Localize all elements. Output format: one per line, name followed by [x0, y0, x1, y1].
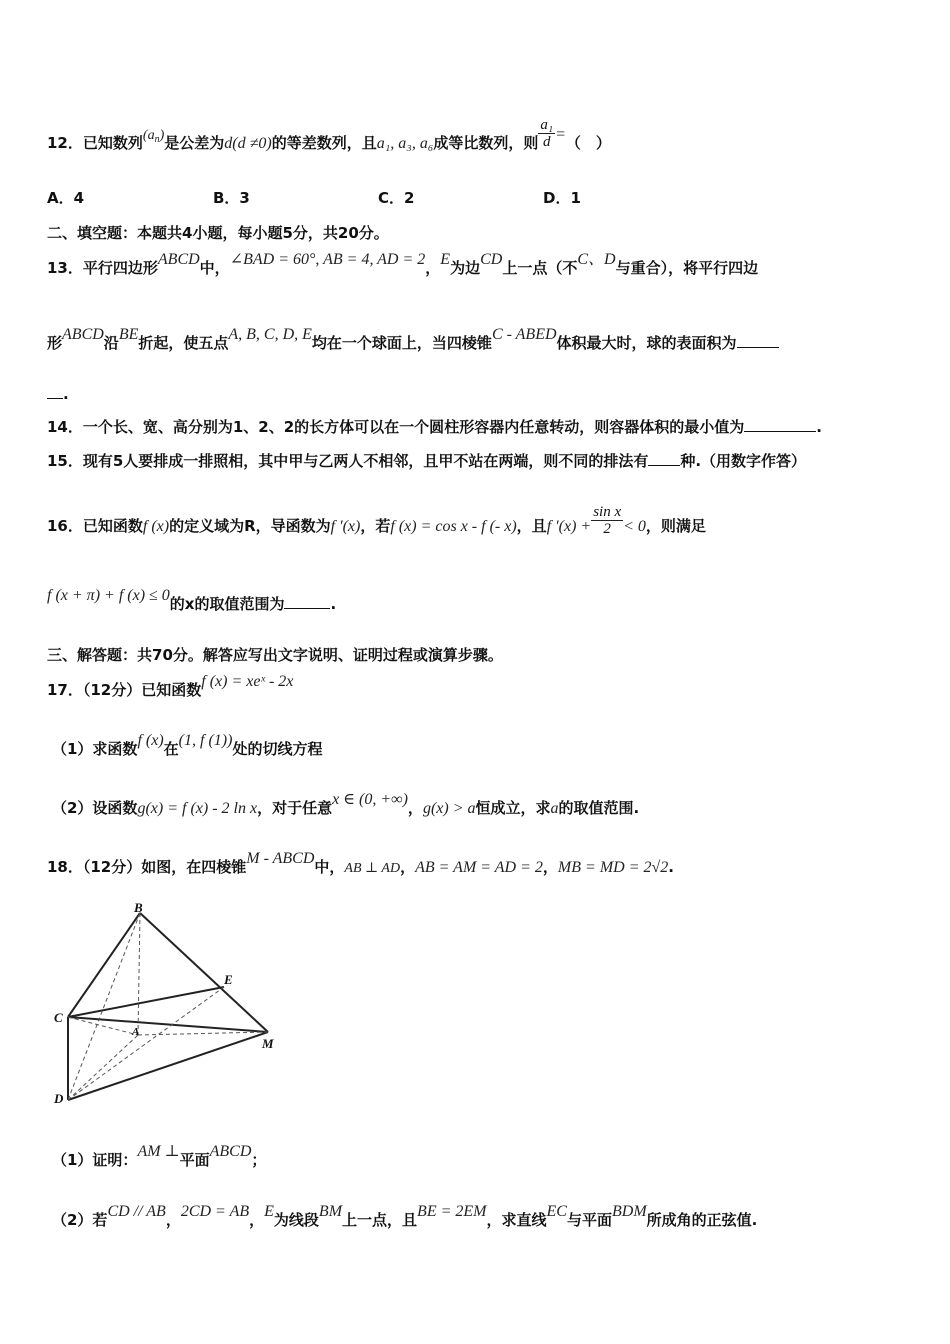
q16-line-1 — [47, 504, 706, 543]
q12-eq: = — [555, 126, 566, 143]
q18-math: BE = 2EM — [417, 1203, 487, 1220]
q18-math: M - ABCD — [246, 850, 315, 867]
q17-line — [47, 673, 294, 701]
q12-option-a: A．4 — [47, 189, 85, 207]
q16-number: 16． — [47, 517, 83, 535]
figure-solid-edges — [68, 913, 268, 1100]
q12-option-c: C．2 — [378, 189, 415, 207]
q16-math: f (x + π) + f (x) ≤ 0 — [47, 587, 170, 604]
section-2-heading: 二、填空题：本题共4小题，每小题5分，共20分。 — [47, 224, 389, 242]
q18-text: ， — [249, 1211, 265, 1229]
figure-label-c: C — [54, 1010, 63, 1025]
q13-text: 形 — [47, 334, 63, 352]
q17-math: x ∈ (0, +∞) — [332, 791, 408, 808]
q16-text: 已知函数 — [82, 517, 143, 535]
q17-part-2 — [52, 791, 640, 819]
q17-math: g(x) > a — [422, 800, 476, 817]
q12-line — [47, 117, 611, 160]
q17-text: ，对于任意 — [257, 799, 333, 817]
q16-answer-blank[interactable] — [284, 594, 330, 609]
q17-math: f (x) = xeˣ - 2x — [201, 673, 294, 690]
pyramid-figure — [48, 900, 288, 1115]
q14-line: 14．一个长、宽、高分别为1、2、2的长方体可以在一个圆柱形容器内任意转动，则容器体积的最小值为 . — [47, 418, 822, 436]
q18-math: MB = MD = 2√2 — [557, 859, 669, 876]
q18-math: AM ⊥ — [137, 1143, 180, 1160]
q17-math: g(x) = f (x) - 2 ln x — [137, 800, 258, 817]
figure-label-e: E — [224, 972, 233, 987]
q13-math: ∠BAD = 60°, AB = 4, AD = 2 — [229, 251, 426, 268]
q18-part-1 — [52, 1143, 267, 1171]
q18-math: EC — [546, 1203, 567, 1220]
q17-text: ， — [407, 799, 423, 817]
q13-text: 平行四边形 — [82, 259, 158, 277]
q13-number: 13． — [47, 259, 83, 277]
q13-line-2 — [47, 326, 779, 354]
q12-seq: $(a_n)$ — [142, 128, 165, 145]
q18-text: 18．（12分）如图，在四棱锥 — [47, 858, 247, 876]
q16-text: ，且 — [516, 517, 547, 535]
q13-text: 体积最大时，球的表面积为 — [556, 334, 737, 352]
q13-text: 折起，使五点 — [138, 334, 229, 352]
q12-fraction: $\frac{\text{a₁}}{d}$ — [540, 117, 554, 150]
q17-text: 恒成立，求 — [475, 799, 551, 817]
q16-math: f ′(x) — [330, 518, 361, 535]
q18-text: ， — [542, 858, 558, 876]
q13-text: 与重合），将平行四边 — [615, 259, 759, 277]
q18-math: 2CD = AB — [180, 1203, 250, 1220]
q16-text: ，若 — [360, 517, 391, 535]
q15-text: 种.（用数字作答） — [680, 452, 807, 470]
q17-text: 的取值范围. — [558, 799, 640, 817]
q12-text: 是公差为 — [164, 134, 225, 152]
q13-math: C、D — [577, 251, 616, 268]
q16-tail: . — [330, 595, 337, 613]
q12-text: 成等比数列，则 — [433, 134, 539, 152]
q18-text: 所成角的正弦值. — [646, 1211, 758, 1229]
q13-math: CD — [480, 251, 503, 268]
figure-label-d: D — [54, 1091, 64, 1106]
q13-answer-blank[interactable] — [737, 333, 779, 348]
q13-answer-blank-cont[interactable] — [47, 384, 63, 399]
q12-number: 12． — [47, 134, 83, 152]
q16-math: f (x) — [142, 518, 170, 535]
q18-math: ABCD — [209, 1143, 252, 1160]
q17-part-1 — [52, 732, 323, 760]
q12-text: 已知数列 — [82, 134, 143, 152]
q13-math: E — [440, 251, 451, 268]
q18-text: ， — [400, 858, 416, 876]
q17-text: 处的切线方程 — [232, 740, 323, 758]
q18-text: . — [668, 858, 674, 876]
q17-text: （2）设函数 — [52, 799, 138, 817]
q13-math: ABCD — [157, 251, 200, 268]
q17-math: f (x) — [137, 732, 164, 749]
q15-text: 15．现有5人要排成一排照相，其中甲与乙两人不相邻，且甲不站在两端，则不同的排法有 — [47, 452, 649, 470]
q16-text: 的定义域为R，导函数为 — [169, 517, 331, 535]
figure-label-b: B — [134, 900, 143, 915]
q13-tail: . — [63, 385, 69, 403]
q15-answer-blank[interactable] — [648, 451, 680, 466]
q18-text: 平面 — [179, 1151, 210, 1169]
q14-text: 14．一个长、宽、高分别为1、2、2的长方体可以在一个圆柱形容器内任意转动，则容器体积的最小值为 — [47, 418, 745, 436]
q17-text: （1）求函数 — [52, 740, 138, 758]
q18-text: ，求直线 — [486, 1211, 547, 1229]
q12-paren: （ ） — [565, 134, 611, 152]
q16-math: < 0 — [623, 518, 646, 535]
q18-text: 与平面 — [566, 1211, 612, 1229]
q13-text: 中， — [199, 259, 230, 277]
q18-text: ， — [165, 1211, 181, 1229]
q13-text: 沿 — [103, 334, 119, 352]
q13-text: ， — [425, 259, 441, 277]
q13-text: 上一点（不 — [502, 259, 578, 277]
q13-text: 为边 — [450, 259, 481, 277]
figure-label-m: M — [262, 1036, 274, 1051]
q17-text: 在 — [163, 740, 179, 758]
q18-text: （2）若 — [52, 1211, 108, 1229]
section-3-heading: 三、解答题：共70分。解答应写出文字说明、证明过程或演算步骤。 — [47, 646, 503, 664]
q18-math: E — [264, 1203, 274, 1220]
q18-math: CD // AB — [107, 1203, 166, 1220]
q17-math: (1, f (1)) — [178, 732, 233, 749]
q18-text: 上一点，且 — [342, 1211, 418, 1229]
q13-math: ABCD — [62, 326, 104, 343]
q12-text: 的等差数列，且 — [271, 134, 377, 152]
q16-text: 的x的取值范围为 — [169, 595, 285, 613]
q16-math: f (x) = cos x - f (- x) — [390, 518, 517, 535]
q13-line-3 — [47, 384, 69, 404]
figure-hidden-edges — [68, 913, 268, 1100]
q18-math: AB ⊥ AD — [344, 861, 401, 876]
q14-answer-blank[interactable] — [744, 417, 816, 432]
q18-text: （1）证明： — [52, 1151, 138, 1169]
q16-fraction: $\frac{\text{sin x}}{2}$ — [593, 504, 622, 537]
q18-math: BDM — [611, 1203, 647, 1220]
q13-math: BE — [118, 326, 139, 343]
q18-part-2 — [52, 1203, 758, 1231]
q15-line — [47, 451, 806, 471]
q12-d-expr: d(d ≠0) — [224, 135, 272, 152]
figure-label-a: A — [132, 1026, 140, 1038]
q13-math: C - ABED — [491, 326, 557, 343]
q13-text: 均在一个球面上，当四棱锥 — [311, 334, 492, 352]
q18-math: AB = AM = AD = 2 — [415, 859, 543, 876]
q18-math: BM — [318, 1203, 343, 1220]
q12-option-d: D．1 — [543, 189, 581, 207]
q17-math: a — [550, 800, 559, 817]
q16-text: ，则满足 — [645, 517, 706, 535]
q13-line-1 — [47, 251, 759, 279]
q18-line — [47, 850, 674, 879]
q12-option-b: B．3 — [213, 189, 250, 207]
q16-line-2 — [47, 587, 337, 615]
q18-text: 为线段 — [273, 1211, 319, 1229]
q16-math: f ′(x) + — [546, 518, 592, 535]
q18-text: 中， — [314, 858, 345, 876]
q12-terms: a₁, a₃, a₆ — [376, 135, 434, 152]
q18-text: ； — [251, 1151, 267, 1169]
q13-math: A, B, C, D, E — [228, 326, 312, 343]
q17-text: 17．（12分）已知函数 — [47, 681, 202, 699]
